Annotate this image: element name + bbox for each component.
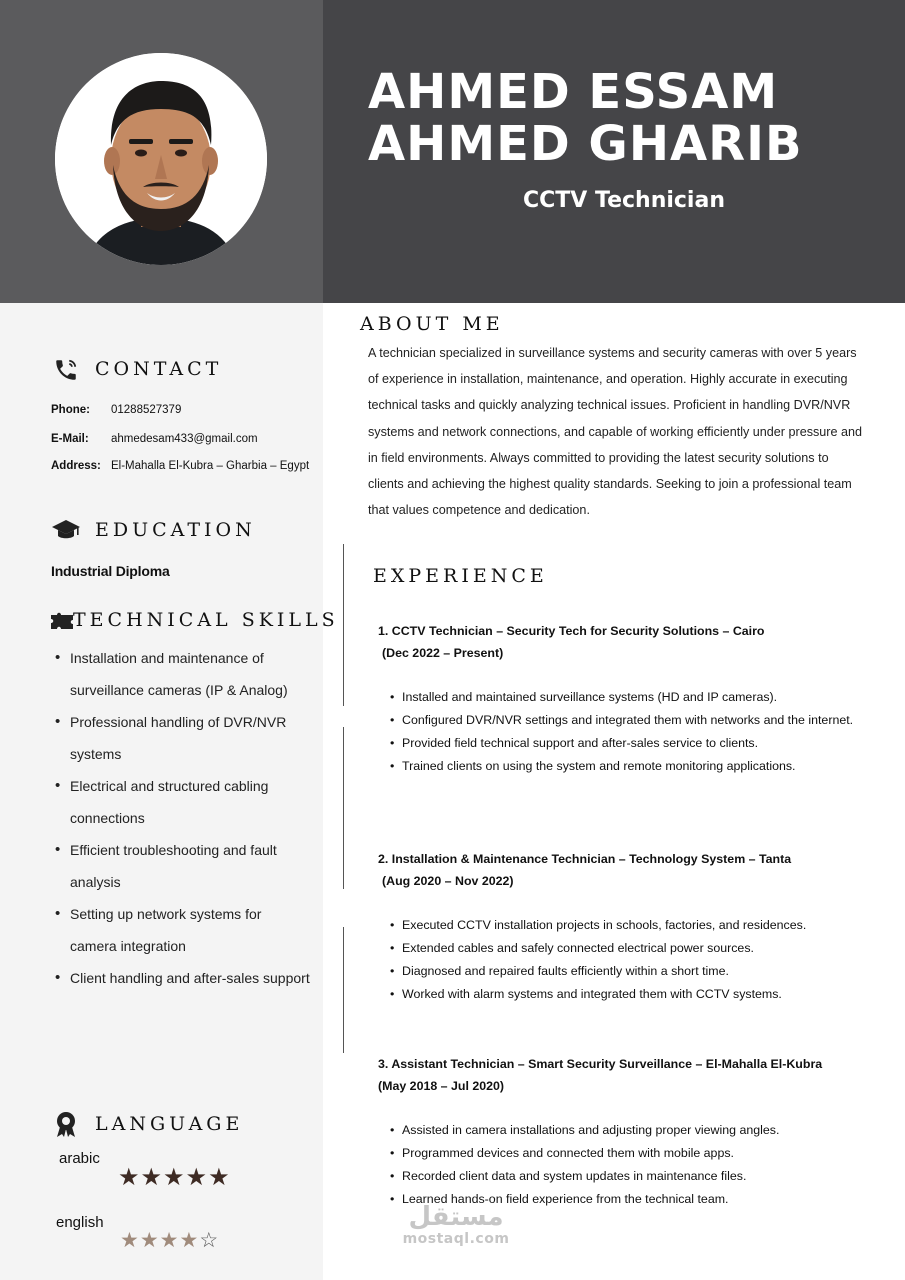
skills-heading: TECHNICAL SKILLS: [73, 609, 339, 631]
phone-icon: [53, 357, 83, 387]
job-entry-2: [378, 848, 858, 1006]
divider-line: [343, 544, 344, 706]
education-degree: Industrial Diploma: [51, 563, 170, 579]
email-label: E-Mail:: [51, 433, 89, 445]
job-entry-1: [378, 620, 858, 778]
star-icon: ★: [163, 1164, 186, 1191]
arabic-rating-stars: [118, 1163, 231, 1192]
job-title-line: 2. Installation & Maintenance Technician – Technology System – Tanta: [378, 852, 792, 866]
phone-value[interactable]: 01288527379: [111, 404, 182, 416]
skill-item: • Electrical and structured cabling connections: [51, 770, 311, 834]
skills-list: [51, 642, 311, 994]
job-bullet: • Learned hands-on field experience from the technical team.: [378, 1188, 858, 1211]
job-bullet: • Assisted in camera installations and adjusting proper viewing angles.: [378, 1119, 858, 1142]
job-title: CCTV Technician: [523, 188, 725, 213]
job-bullets: [378, 686, 858, 778]
star-icon: ★: [185, 1164, 209, 1191]
skill-item: • Client handling and after-sales support: [51, 962, 311, 994]
star-icon: ★: [208, 1164, 231, 1191]
skill-item: • Setting up network systems for camera integration: [51, 898, 311, 962]
watermark: [396, 1203, 516, 1247]
phone-label: Phone:: [51, 404, 90, 416]
star-icon: ★: [118, 1164, 141, 1191]
star-icon: ★: [159, 1229, 180, 1252]
job-bullet: • Configured DVR/NVR settings and integrated them with networks and the internet.: [378, 709, 858, 732]
address-value: El-Mahalla El-Kubra – Gharbia – Egypt: [111, 460, 310, 472]
star-icon: ★: [120, 1229, 140, 1252]
english-rating-stars: [120, 1228, 219, 1253]
profile-photo: [55, 53, 267, 265]
star-icon: ★: [140, 1164, 164, 1191]
job-bullet: • Worked with alarm systems and integrated them with CCTV systems.: [378, 983, 858, 1006]
address-label: Address:: [51, 460, 101, 472]
divider-line: [343, 727, 344, 889]
contact-heading: CONTACT: [95, 358, 223, 380]
job-title-line: 1. CCTV Technician – Security Tech for Security Solutions – Cairo: [378, 624, 765, 638]
graduation-cap-icon: [51, 518, 81, 548]
job-title-line: 3. Assistant Technician – Smart Security Surveillance – El-Mahalla El-Kubra: [378, 1057, 823, 1071]
job-bullets: [378, 914, 858, 1006]
job-dates: (May 2018 – Jul 2020): [378, 1079, 505, 1093]
job-entry-3: [378, 1053, 858, 1211]
skill-item: • Installation and maintenance of surveillance cameras (IP & Analog): [51, 642, 311, 706]
education-heading: EDUCATION: [95, 519, 256, 541]
job-bullet: • Diagnosed and repaired faults efficiently within a short time.: [378, 960, 858, 983]
job-bullet: • Recorded client data and system updates in maintenance files.: [378, 1165, 858, 1188]
name-line-2: AHMED GHARIB: [368, 116, 803, 172]
star-icon: ★: [179, 1229, 200, 1252]
job-dates: (Aug 2020 – Nov 2022): [382, 874, 514, 888]
email-value[interactable]: ahmedesam433@gmail.com: [111, 433, 258, 445]
skill-item: • Efficient troubleshooting and fault analysis: [51, 834, 311, 898]
watermark-arabic: مستقل: [408, 1202, 504, 1232]
award-icon: [53, 1110, 83, 1140]
job-bullets: [378, 1119, 858, 1211]
skill-item: • Professional handling of DVR/NVR systems: [51, 706, 311, 770]
name-line-1: AHMED ESSAM: [368, 64, 779, 120]
job-bullet: • Extended cables and safely connected electrical power sources.: [378, 937, 858, 960]
job-bullet: • Executed CCTV installation projects in schools, factories, and residences.: [378, 914, 858, 937]
language-heading: LANGUAGE: [95, 1113, 244, 1135]
star-empty-icon: ☆: [199, 1229, 220, 1252]
language-name-arabic: arabic: [59, 1150, 100, 1167]
full-name: [368, 66, 888, 170]
job-bullet: • Programmed devices and connected them with mobile apps.: [378, 1142, 858, 1165]
experience-heading: EXPERIENCE: [373, 565, 548, 587]
language-name-english: english: [56, 1214, 104, 1231]
watermark-latin: mostaql.com: [402, 1231, 510, 1247]
about-heading: ABOUT ME: [360, 313, 504, 335]
divider-line: [343, 927, 344, 1053]
job-bullet: • Trained clients on using the system and remote monitoring applications.: [378, 755, 858, 778]
about-text: A technician specialized in surveillance systems and security cameras with over 5 years of experience in installation, maintenance, and operation. Highly accurate in executing technical tasks and quickly analyzing technical issues. Proficient in handling DVR/NVR systems and network connections, and capable of working efficiently under pressure and in field environments. Always committed to providing the latest security solutions to clients and achieving the highest quality standards. Seeking to join a professional team that values competence and dedication.: [368, 346, 863, 518]
star-icon: ★: [139, 1229, 160, 1252]
job-dates: (Dec 2022 – Present): [382, 646, 504, 660]
job-bullet: • Installed and maintained surveillance systems (HD and IP cameras).: [378, 686, 858, 709]
job-bullet: • Provided field technical support and after-sales service to clients.: [378, 732, 858, 755]
